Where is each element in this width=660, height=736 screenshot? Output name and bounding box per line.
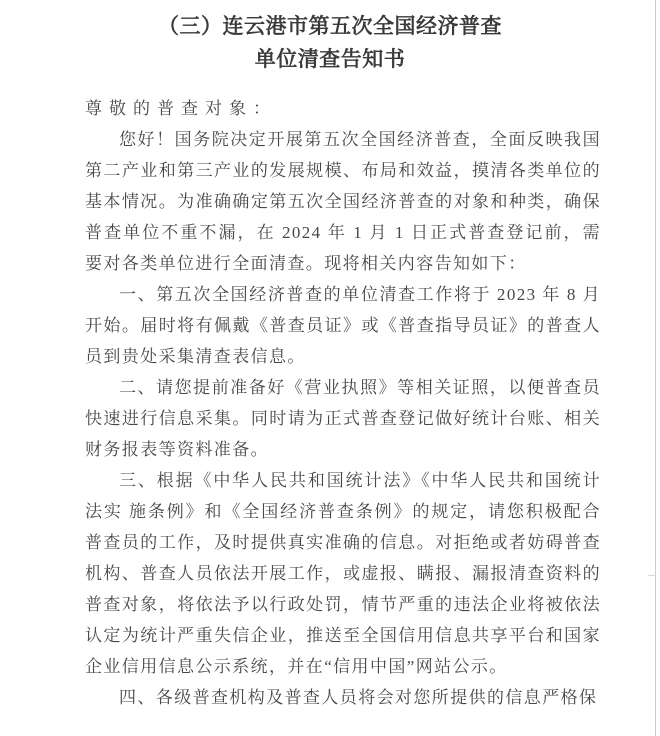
paragraph-item-one: 一、第五次全国经济普查的单位清查工作将于 2023 年 8 月开始。届时将有佩戴《普查员证》或《普查指导员证》的普查人员到贵处采集清查表信息。 <box>85 285 601 366</box>
document-title-line2: 单位清查告知书 <box>254 48 406 71</box>
paragraph-greeting: 您好！国务院决定开展第五次全国经济普查，全面反映我国第二产业和第三产业的发展规模、布局和效益，摸清各类单位的基本情况。为准确确定第五次全国经济普查的对象和种类，确保普查单位不重不漏，在 2024 年 1 月 1 日正式普查登记前，需要对各类单位进行全面清查。现将相关内容告知如下： <box>85 130 601 273</box>
document-body <box>85 93 601 713</box>
paragraph-item-four: 四、各级普查机构及普查人员将会对您所提供的信息严格保 <box>119 688 598 707</box>
document-title <box>0 10 660 76</box>
document-title-line1: （三）连云港市第五次全国经济普查 <box>158 15 502 38</box>
scan-artifact-tick <box>648 575 656 576</box>
salutation: 尊敬的普查对象： <box>85 99 277 118</box>
scan-edge-line <box>655 0 656 736</box>
paragraph-item-three: 三、根据《中华人民共和国统计法》《中华人民共和国统计法实 施条例》和《全国经济普查条例》的规定，请您积极配合普查员的工作，及时提供真实准确的信息。对拒绝或者妨碍普查机构、普查人员依法开展工作，或虚报、瞒报、漏报清查资料的普查对象，将依法予以行政处罚，情节严重的违法企业将被依法认定为统计严重失信企业，推送至全国信用信息共享平台和国家企业信用信息公示系统，并在“信用中国”网站公示。 <box>85 471 601 676</box>
paragraph-item-two: 二、请您提前准备好《营业执照》等相关证照，以便普查员快速进行信息采集。同时请为正式普查登记做好统计台账、相关财务报表等资料准备。 <box>85 378 601 459</box>
